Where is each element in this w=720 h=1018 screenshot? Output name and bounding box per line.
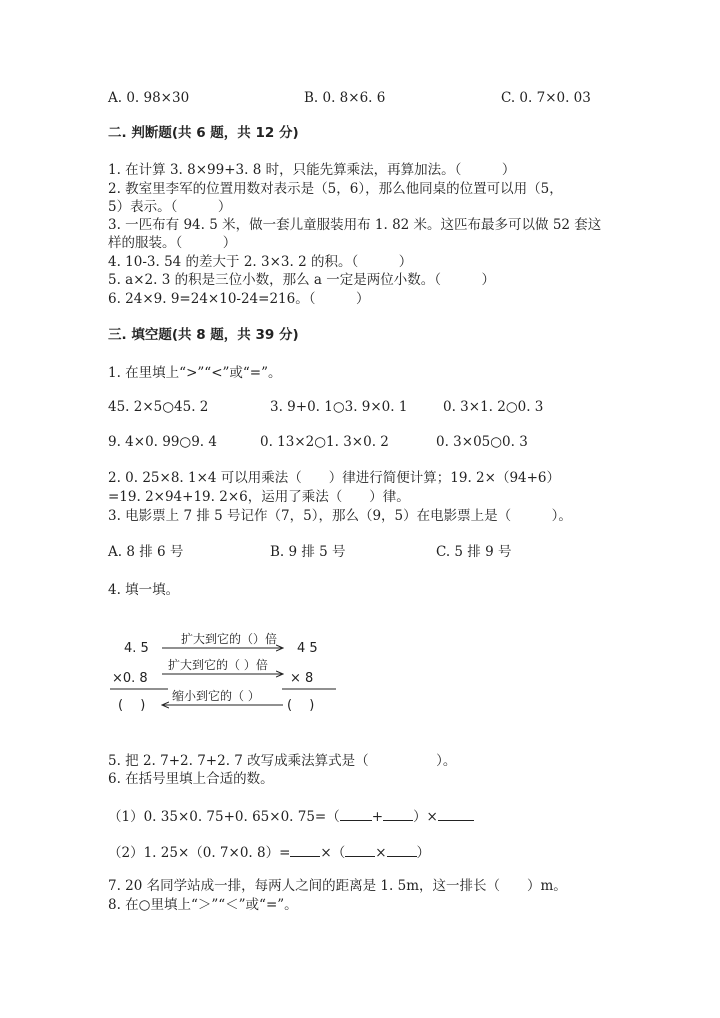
diagram-left-top: 4. 5 [124,641,149,656]
answer-blank[interactable] [345,842,375,857]
judge-q3-line1: 3. 一匹布有 94. 5 米，做一套儿童服装用布 1. 82 米。这匹布最多可以做 52 套这 [108,217,602,233]
diagram-right-mid: × 8 [290,671,314,686]
compare-item: 0. 3×05○0. 3 [436,434,528,450]
compare-item: 0. 3×1. 2○0. 3 [443,399,544,415]
answer-blank[interactable] [383,806,413,821]
q6-2-times: × [375,845,387,861]
fill-q2-line2: =19. 2×94+19. 2×6，运用了乘法（ ）律。 [108,489,410,505]
judge-q4: 4. 10-3. 54 的差大于 2. 3×3. 2 的积。（ ） [108,254,413,270]
fill-q6-part2 [108,842,430,862]
diagram-left-answer: ( ) [118,698,146,713]
judge-q6: 6. 24×9. 9=24×10-24=216。（ ） [108,291,370,307]
answer-blank[interactable] [438,806,474,821]
section2-title: 二. 判断题(共 6 题，共 12 分) [108,125,299,141]
fill-q2-line1: 2. 0. 25×8. 1×4 可以用乘法（ ）律进行简便计算；19. 2×（94+6） [108,470,561,486]
fill-q7: 7. 20 名同学站成一排，每两人之间的距离是 1. 5m，这一排长（ ）m。 [108,878,567,894]
fill-q1: 1. 在里填上“>”“<”或“=”。 [108,365,282,381]
answer-blank[interactable] [387,842,417,857]
fill-q5: 5. 把 2. 7+2. 7+2. 7 改写成乘法算式是（ ）。 [108,753,457,769]
arrow1-label: 扩大到它的（）倍 [181,632,278,646]
judge-q5: 5. a×2. 3 的积是三位小数，那么 a 一定是两位小数。（ ） [108,272,495,288]
compare-item: 9. 4×0. 99○9. 4 [108,434,217,450]
judge-q2-line2: 5）表示。（ ） [108,199,232,215]
arrow2-label: 扩大到它的（ ）倍 [168,658,268,672]
fill-q4: 4. 填一填。 [108,582,180,598]
compare-item: 0. 13×2○1. 3×0. 2 [260,434,389,450]
fill-q3: 3. 电影票上 7 排 5 号记作（7，5），那么（9，5）在电影票上是（ ）。 [108,508,572,524]
fill-q6-part1 [108,806,474,826]
q6-1-plus: + [371,809,384,825]
diagram-right-answer: ( ) [287,698,315,713]
answer-blank[interactable] [290,842,320,857]
section3-title: 三. 填空题(共 8 题，共 39 分) [108,327,299,343]
q6-2-mid: ×（ [320,845,346,861]
fill-q6: 6. 在括号里填上合适的数。 [108,771,274,787]
q6-1-prefix: （1）0. 35×0. 75+0. 65×0. 75=（ [108,809,340,825]
fill-q8: 8. 在○里填上“＞”“＜”或“=”。 [108,897,298,913]
judge-q3-line2: 样的服装。（ ） [108,235,237,251]
q3-option-c: C. 5 排 9 号 [436,544,512,560]
arrow3-label: 缩小到它的（ ） [172,689,260,703]
option-b: B. 0. 8×6. 6 [304,90,386,106]
answer-blank[interactable] [340,806,372,821]
diagram-left-mid: ×0. 8 [112,671,148,686]
option-a: A. 0. 98×30 [108,90,190,106]
diagram-right-top: 4 5 [297,641,318,656]
judge-q1: 1. 在计算 3. 8×99+3. 8 时，只能先算乘法，再算加法。（ ） [108,162,516,178]
q6-1-suffix: ）× [413,809,438,825]
q6-2-prefix: （2）1. 25×（0. 7×0. 8）= [108,845,291,861]
option-c: C. 0. 7×0. 03 [501,90,591,106]
compare-item: 3. 9+0. 1○3. 9×0. 1 [270,399,408,415]
q3-option-b: B. 9 排 5 号 [270,544,346,560]
q3-option-a: A. 8 排 6 号 [108,544,184,560]
judge-q2-line1: 2. 教室里李军的位置用数对表示是（5，6），那么他同桌的位置可以用（5， [108,181,563,197]
compare-item: 45. 2×5○45. 2 [108,399,209,415]
q6-2-suffix: ） [416,845,431,861]
